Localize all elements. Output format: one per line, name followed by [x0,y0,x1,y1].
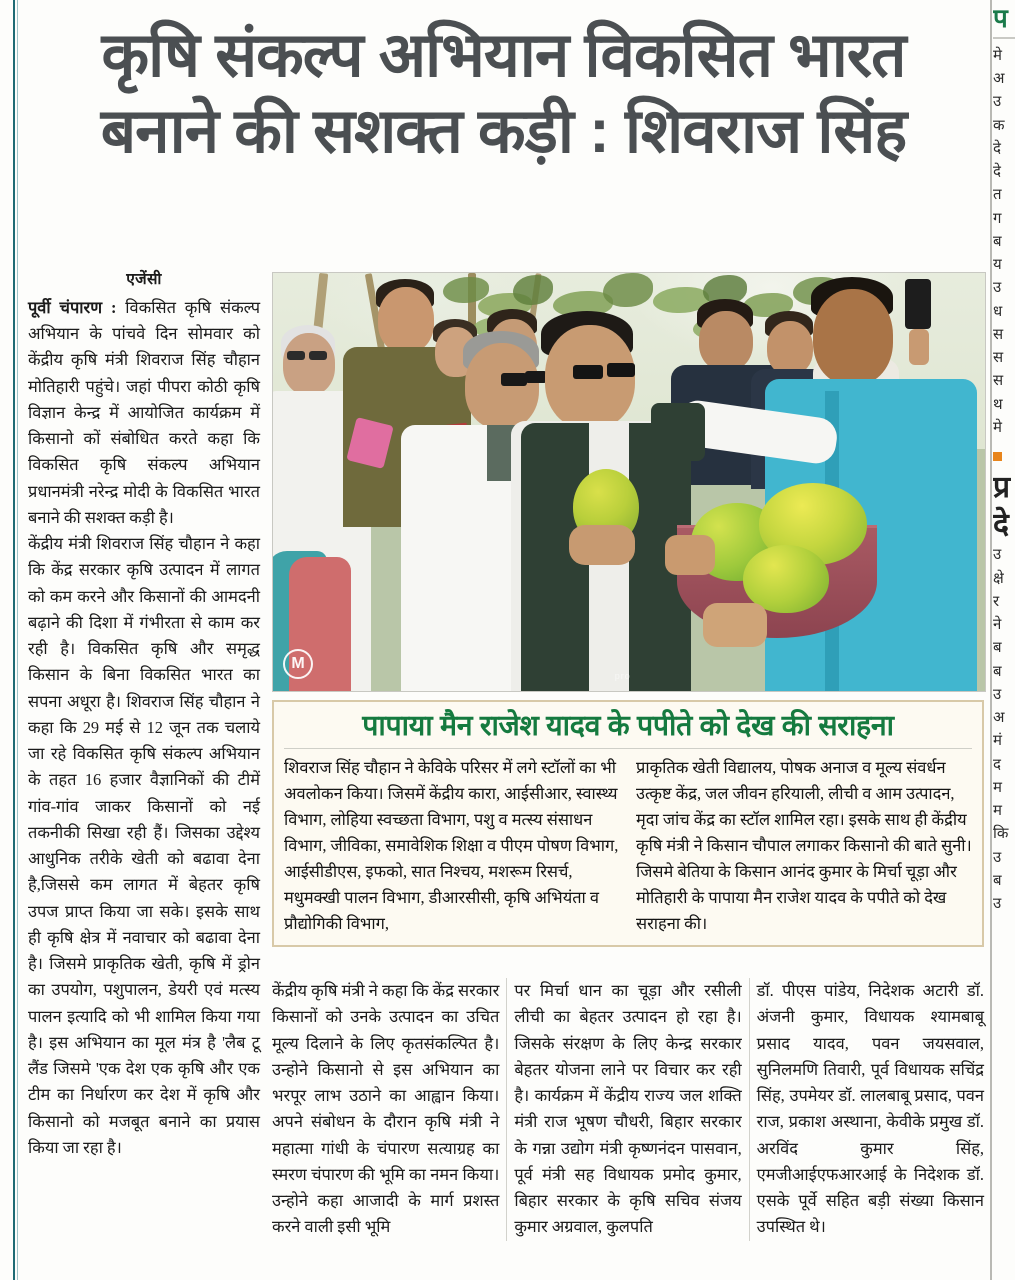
adjacent-frag-33: उ [993,896,1002,913]
adjacent-frag-5: दे [993,140,1001,157]
byline: एजेंसी [126,271,162,288]
photo-scene [273,273,985,691]
adjacent-frag-7: त [993,187,1002,204]
adjacent-frag-14: स [993,350,1003,367]
adjacent-frag-9: ब [993,233,1002,250]
highlight-box-columns [284,755,972,936]
left-paragraph-2: केंद्रीय मंत्री शिवराज सिंह चौहान ने कहा कि केंद्र सरकार कृषि उत्पादन में लागत को कम करने और किसानों की आमदनी बढ़ाने की दिशा में गंभीरता से काम कर रही है। विकसित कृषि और समृद्ध किसान के बिना विकसित भारत का सपना अधूरा है। शिवराज सिंह चौहान ने कहा कि 29 मई से 12 जून तक चलाये जा रहे विकसित कृषि संकल्प अभियान के तहत 16 हजार वैज्ञानिकों की टीमें गांव-गांव जाकर किसानों को नई तकनीकी सिखा रही हैं। जिसका उद्देश्य आधुनिक तरीके खेती को बढावा देना है,जिससे कम लागत में बेहतर कृषि उपज प्राप्त किया जा सके। इसके साथ ही कृषि क्षेत्र में नवाचार को बढावा देना है। जिसमे प्राकृतिक खेती, कृषि में ड्रोन का उपयोग, पशुपालन, डेयरी एवं मत्स्य पालन इत्यादि को भी शामिल किया गया है। इस अभियान का मूल मंत्र है 'लैब टू लैंड जिसमे 'एक देश एक कृषि और एक टीम का निर्धारण कर देश में कृषि और किसानो को मजबूत बनाने का प्रयास किया जा रहा है। [28,534,260,1157]
left-paragraph-1 [28,295,260,531]
bottom-column-3-text: डॉ. पीएस पांडेय, निदेशक अटारी डॉ. अंजनी कुमार, विधायक श्यामबाबू प्रसाद यादव, पवन जयसवाल, सुनिलमणि तिवारी, पूर्व विधायक सचिंद्र सिंह, उपमेयर डॉ. लालबाबू प्रसाद, पवन राज, प्रकाश अस्थाना, केवीके प्रमुख डॉ. अरविंद कुमार सिंह, एमजीआईएफआरआई के निदेशक डॉ. एसके पूर्वे सहित बड़ी संख्या किसान उपस्थित थे। [756,981,984,1237]
adjacent-frag-13: स [993,326,1003,343]
right-edge-rule [990,0,992,1280]
camera-label: pro [614,671,631,681]
adjacent-headline-mid-2: दे [993,507,1009,541]
adjacent-frag-17: मे [993,419,1002,436]
column-divider-2 [749,978,750,1241]
adjacent-frag-20: र [993,593,999,610]
headline-line-2: बनाने की सशक्त कड़ी : शिवराज सिंह [100,96,907,166]
adjacent-frag-22: ब [993,640,1002,657]
highlight-box-column-1 [284,755,620,936]
highlight-box-heading: पापाया मैन राजेश यादव के पपीते को देख की सराहना [362,710,894,742]
highlight-box-text-1: शिवराज सिंह चौहान ने केविके परिसर में लगे स्टॉलों का भी अवलोकन किया। जिसमें केंद्रीय कारा, आईसीआर, स्वास्थ्य विभाग, लोहिया स्वच्छता विभाग, पशु व मत्स्य संसाधन विभाग, जीविका, समावेशिक शिक्षा व पीएम पोषण विभाग, आईसीडीएस, इफको, सात निश्चय, मशरूम रिसर्च, मधुमक्खी पालन विभाग, डीआरसीसी, कृषि अभियंता व प्रौद्योगिकी विभाग, [284,758,619,933]
adjacent-frag-1: मे [993,47,1002,64]
motorola-watermark-icon: M [283,649,313,679]
left-paragraph-1-text: विकसित कृषि संकल्प अभियान के पांचवे दिन सोमवार को केंद्रीय कृषि मंत्री शिवराज सिंह चौहान मोतिहारी पहुंचे। जहां पीपरा कोठी कृषि विज्ञान केन्द्र में आयोजित कार्यक्रम में किसानो कों संबोधित करते कहा कि विकसित कृषि संकल्प अभियान प्रधानमंत्री नरेन्द्र मोदी के विकसित भारत बनाने की सशक्त कड़ी है। [28,297,260,527]
article-photo [272,272,986,692]
left-text-column [28,268,260,1161]
adjacent-frag-21: ने [993,617,1002,634]
adjacent-frag-15: स [993,373,1003,390]
adjacent-frag-18: उ [993,547,1002,564]
adjacent-frag-28: म [993,779,1002,796]
adjacent-frag-25: अ [993,710,1005,727]
left-edge-rule-secondary [17,0,18,1280]
adjacent-frag-23: ब [993,663,1002,680]
adjacent-frag-8: ग [993,210,1002,227]
adjacent-frag-31: उ [993,849,1002,866]
adjacent-frag-10: य [993,257,1002,274]
adjacent-frag-16: थ [993,396,1003,413]
adjacent-frag-26: मं [993,733,1002,750]
adjacent-article-sliver [993,0,1015,1280]
adjacent-divider-top [993,37,1015,39]
highlight-box [272,700,984,947]
adjacent-frag-32: ब [993,872,1002,889]
headline-line-1: कृषि संकल्प अभियान विकसित भारत [101,21,906,90]
page-title [26,18,981,169]
adjacent-frag-29: म [993,803,1002,820]
dateline: पूर्वी चंपारण : [28,297,117,317]
adjacent-frag-2: अ [993,71,1005,88]
adjacent-headline-top: प [993,4,1008,33]
bottom-text-columns [272,978,984,1241]
adjacent-bullet-row [993,446,1015,469]
adjacent-frag-30: कि [993,826,1009,843]
adjacent-frag-24: उ [993,686,1002,703]
adjacent-frag-27: द [993,756,1001,773]
left-edge-rule [13,0,15,1280]
article-headline-block [26,18,981,169]
bottom-column-1-text: केंद्रीय कृषि मंत्री ने कहा कि केंद्र सरकार किसानों को उनके उत्पादन का उचित मूल्य दिलाने के लिए कृतसंकल्पित है। उन्होने किसानो से इस अभियान का भरपूर लाभ उठाने का आह्वान किया। अपने संबोधन के दौरान कृषि मंत्री ने महात्मा गांधी के चंपारण सत्याग्रह का स्मरण चंपारण की भूमि का नमन किया।उन्होने कहा आजादी के मार्ग प्रशस्त करने वाली इसी भूमि [272,981,500,1237]
adjacent-article-content [993,0,1015,916]
bottom-column-1 [272,978,499,1241]
adjacent-headline-mid-1: प्र [993,471,1010,505]
adjacent-frag-12: ध [993,303,1003,320]
bottom-column-3 [757,978,984,1241]
adjacent-frag-6: दे [993,164,1001,181]
highlight-box-text-2: प्राकृतिक खेती विद्यालय, पोषक अनाज व मूल्य संवर्धन उत्कृष्ट केंद्र, जल जीवन हरियाली, लीची व आम उत्पादन, मृदा जांच केंद्र का स्टॉल शामिल रहा। इसके साथ ही केंद्रीय कृषि मंत्री ने किसान चौपाल लगाकर किसानो की बाते सुनी। जिसमे बेतिया के किसान आनंद कुमार के मिर्चा चूड़ा और मोतिहारी के पापाया मैन राजेश यादव के पपीते को देख सराहना की। [636,758,972,933]
highlight-box-column-2 [636,755,972,936]
orange-square-bullet-icon [993,452,1002,461]
bottom-column-2-text: पर मिर्चा धान का चूड़ा और रसीली लीची का बेहतर उत्पादन हो रहा है। जिसके संरक्षण के लिए केन्द्र सरकार बेहतर योजना लाने पर विचार कर रही है। कार्यक्रम में केंद्रीय राज्य जल शक्ति मंत्री राज भूषण चौधरी, बिहार सरकार के गन्ना उद्योग मंत्री कृष्णनंदन पासवान, पूर्व मंत्री सह विधायक प्रमोद कुमार, बिहार सरकार के कृषि सचिव संजय कुमार अग्रवाल, कुलपति [514,981,742,1237]
highlight-box-divider [284,748,972,749]
bottom-column-2 [514,978,741,1241]
column-divider-1 [506,978,507,1241]
adjacent-frag-11: उ [993,280,1002,297]
adjacent-frag-4: क [993,117,1005,134]
adjacent-frag-3: उ [993,94,1002,111]
adjacent-frag-19: क्षे [993,570,1004,587]
